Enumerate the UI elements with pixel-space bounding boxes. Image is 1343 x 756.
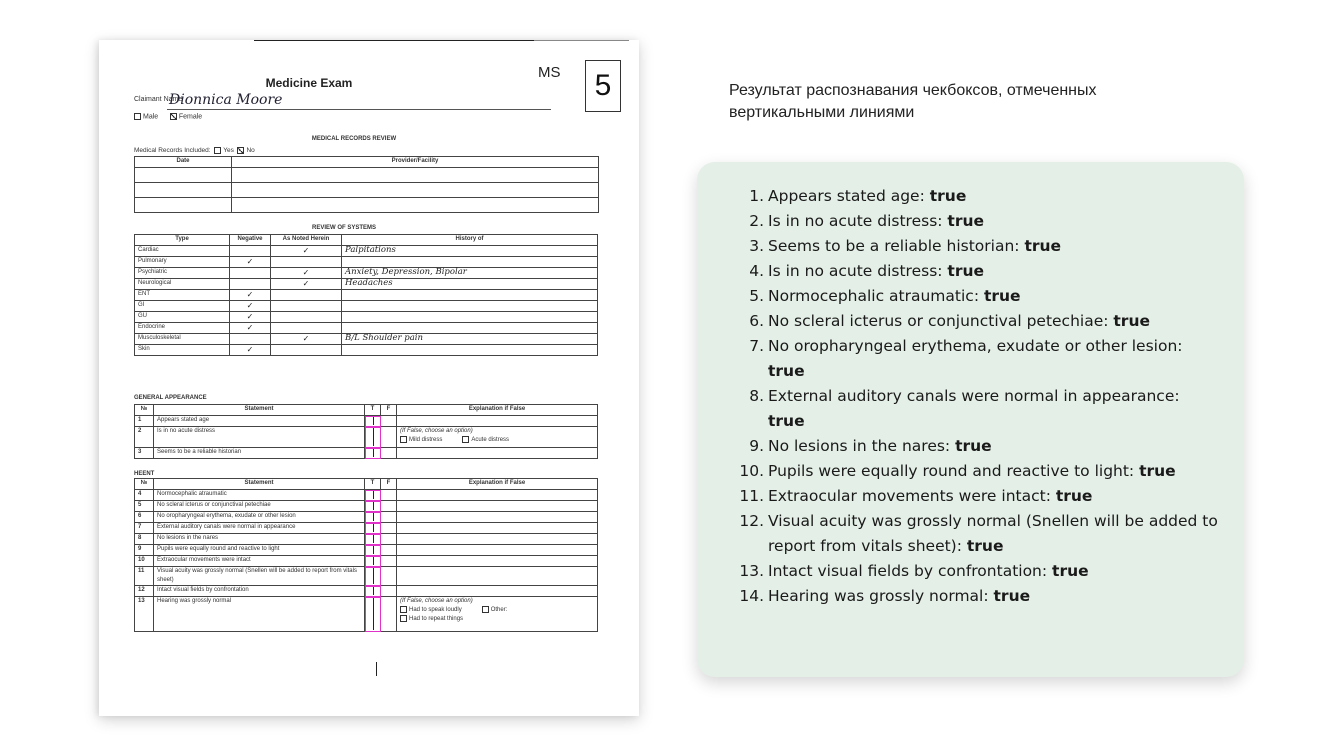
statement-row (135, 597, 598, 632)
result-statement: No scleral icterus or conjunctival petechiae: (768, 312, 1114, 330)
col-date: Date (135, 157, 232, 168)
explanation-cell (397, 567, 598, 586)
true-checkbox-detected (365, 567, 381, 586)
claimant-name-handwritten: Dionnica Moore (169, 92, 283, 108)
col-noted: As Noted Herein (271, 235, 342, 246)
option-label: Acute distress (471, 437, 510, 444)
statement-no: 3 (135, 448, 154, 459)
pen-stroke-tail (376, 662, 377, 676)
result-item (749, 309, 1218, 334)
true-checkbox-detected (365, 545, 381, 556)
ros-history-handwritten: B/L Shoulder pain (342, 334, 598, 345)
statement-row (135, 490, 598, 501)
statement-text: No oropharyngeal erythema, exudate or other lesion (154, 512, 365, 523)
ros-type: Neurological (135, 279, 230, 290)
statement-text: Visual acuity was grossly normal (Snellen will be added to report from vitals sheet) (154, 567, 365, 586)
explanation-cell (397, 490, 598, 501)
false-checkbox (381, 556, 397, 567)
ros-negative-mark (230, 268, 271, 279)
statement-text: Seems to be a reliable historian (154, 448, 365, 459)
ros-type: GU (135, 312, 230, 323)
result-number: 13. (739, 562, 764, 580)
statement-text: Pupils were equally round and reactive to light (154, 545, 365, 556)
statement-row (135, 545, 598, 556)
option (462, 437, 509, 443)
result-value: true (947, 212, 985, 230)
option-label: Had to speak loudly (409, 607, 462, 614)
statement-text: External auditory canals were normal in appearance (154, 523, 365, 534)
result-statement: External auditory canals were normal in appearance: (768, 387, 1180, 405)
result-item (739, 509, 1218, 559)
false-checkbox (381, 597, 397, 632)
ros-noted-mark (271, 301, 342, 312)
col-negative: Negative (230, 235, 271, 246)
panel-heading: Результат распознавания чекбоксов, отмеченных вертикальными линиями (729, 82, 1097, 121)
ros-noted-mark: ✓ (271, 279, 342, 290)
statement-no: 10 (135, 556, 154, 567)
result-statement: Intact visual fields by confrontation: (768, 562, 1053, 580)
result-statement: No oropharyngeal erythema, exudate or other lesion: (768, 337, 1183, 355)
explanation-cell (397, 545, 598, 556)
ros-negative-mark: ✓ (230, 257, 271, 268)
result-number: 10. (739, 462, 764, 480)
ros-type: ENT (135, 290, 230, 301)
vertical-mark (373, 417, 374, 425)
statement-no: 4 (135, 490, 154, 501)
statement-row (135, 427, 598, 448)
ros-noted-mark (271, 312, 342, 323)
ms-label: MS (538, 64, 561, 81)
page-number-box: 5 (585, 60, 621, 112)
statement-row (135, 556, 598, 567)
statement-row (135, 534, 598, 545)
true-checkbox-detected (365, 586, 381, 597)
option (400, 607, 462, 613)
ros-row (135, 345, 598, 356)
option-label: Had to repeat things (409, 616, 464, 623)
ros-negative-mark (230, 279, 271, 290)
col-f: F (381, 405, 397, 416)
ros-noted-mark: ✓ (271, 268, 342, 279)
true-checkbox-detected (365, 427, 381, 448)
false-checkbox (381, 501, 397, 512)
result-number: 11. (739, 487, 764, 505)
result-item (739, 584, 1218, 609)
result-item (749, 184, 1218, 209)
result-value: true (768, 412, 805, 430)
result-statement: Visual acuity was grossly normal (Snellen will be added to report from vitals sheet): (768, 512, 1218, 555)
ros-row (135, 301, 598, 312)
result-value: true (955, 437, 992, 455)
female-checkbox-checked (170, 113, 177, 120)
scan-edge-line (254, 40, 534, 41)
statement-row (135, 523, 598, 534)
explanation-cell (397, 416, 598, 427)
vertical-mark (373, 502, 374, 510)
result-statement: Normocephalic atraumatic: (768, 287, 984, 305)
statement-row (135, 416, 598, 427)
ros-row (135, 257, 598, 268)
ros-history-handwritten (342, 312, 598, 323)
statement-text: Hearing was grossly normal (154, 597, 365, 632)
result-item (749, 209, 1218, 234)
ros-row (135, 290, 598, 301)
statement-no: 11 (135, 567, 154, 586)
col-no: № (135, 405, 154, 416)
heent-table (134, 478, 598, 632)
true-checkbox-detected (365, 556, 381, 567)
col-type: Type (135, 235, 230, 246)
result-number: 6. (749, 312, 764, 330)
result-statement: Extraocular movements were intact: (768, 487, 1056, 505)
result-value: true (1052, 562, 1089, 580)
statement-no: 6 (135, 512, 154, 523)
ros-negative-mark: ✓ (230, 345, 271, 356)
result-item (739, 484, 1218, 509)
statement-text: Appears stated age (154, 416, 365, 427)
result-statement: Appears stated age: (768, 187, 930, 205)
true-checkbox-detected (365, 416, 381, 427)
ros-negative-mark: ✓ (230, 323, 271, 334)
false-checkbox (381, 534, 397, 545)
statement-text: No scleral icterus or conjunctival petechiae (154, 501, 365, 512)
general-appearance-title: GENERAL APPEARANCE (134, 395, 207, 401)
option-checkbox (400, 606, 407, 613)
statement-text: Is in no acute distress (154, 427, 365, 448)
vertical-mark (373, 568, 374, 584)
result-value: true (993, 587, 1031, 605)
result-value: true (1055, 487, 1093, 505)
statement-row (135, 586, 598, 597)
explanation-cell (397, 586, 598, 597)
vertical-mark (373, 598, 374, 630)
true-checkbox-detected (365, 523, 381, 534)
ros-type: Skin (135, 345, 230, 356)
option-checkbox (482, 606, 489, 613)
explanation-cell (397, 448, 598, 459)
result-item (749, 384, 1218, 434)
true-checkbox-detected (365, 597, 381, 632)
result-item (749, 234, 1218, 259)
ros-row (135, 268, 598, 279)
col-f: F (381, 479, 397, 490)
false-checkbox (381, 523, 397, 534)
ros-negative-mark: ✓ (230, 301, 271, 312)
result-statement: Pupils were equally round and reactive to light: (768, 462, 1140, 480)
vertical-mark (373, 449, 374, 457)
ros-noted-mark (271, 345, 342, 356)
option (482, 607, 508, 613)
statement-row (135, 448, 598, 459)
true-checkbox-detected (365, 512, 381, 523)
explanation-hint: (If False, choose an option) (400, 598, 473, 604)
statement-no: 13 (135, 597, 154, 632)
explanation-cell (397, 501, 598, 512)
ros-history-handwritten (342, 290, 598, 301)
statement-no: 2 (135, 427, 154, 448)
ros-negative-mark: ✓ (230, 290, 271, 301)
no-checkbox-checked (237, 147, 244, 154)
col-history: History of (342, 235, 598, 246)
result-number: 14. (739, 587, 764, 605)
result-item (739, 559, 1218, 584)
vertical-mark (373, 513, 374, 521)
true-checkbox-detected (365, 501, 381, 512)
vertical-mark (373, 535, 374, 543)
statement-no: 1 (135, 416, 154, 427)
false-checkbox (381, 427, 397, 448)
result-value: true (929, 187, 967, 205)
result-value: true (947, 262, 985, 280)
statement-no: 9 (135, 545, 154, 556)
yes-checkbox (214, 147, 221, 154)
scan-edge-line (534, 40, 629, 41)
statement-row (135, 567, 598, 586)
ros-row (135, 323, 598, 334)
false-checkbox (381, 416, 397, 427)
result-value: true (1113, 312, 1150, 330)
false-checkbox (381, 545, 397, 556)
result-statement: Seems to be a reliable historian: (768, 237, 1025, 255)
explanation-cell (397, 556, 598, 567)
statement-no: 7 (135, 523, 154, 534)
claimant-underline (167, 109, 551, 110)
vertical-mark (373, 546, 374, 554)
records-included (134, 147, 255, 154)
col-t: T (365, 479, 381, 490)
vertical-mark (373, 557, 374, 565)
explanation-cell (397, 427, 598, 448)
ros-type: GI (135, 301, 230, 312)
result-value: true (983, 287, 1021, 305)
result-value: true (1024, 237, 1062, 255)
statement-no: 12 (135, 586, 154, 597)
sex-options (134, 113, 202, 120)
male-checkbox (134, 113, 141, 120)
ros-title: REVIEW OF SYSTEMS (311, 225, 376, 231)
col-no: № (135, 479, 154, 490)
col-explanation: Explanation if False (397, 405, 598, 416)
ros-row (135, 246, 598, 257)
scanned-document (99, 40, 639, 716)
col-statement: Statement (154, 405, 365, 416)
true-checkbox-detected (365, 490, 381, 501)
records-included-label: Medical Records Included: (134, 147, 211, 155)
false-checkbox (381, 448, 397, 459)
result-item (749, 334, 1218, 384)
female-label: Female (178, 113, 203, 121)
vertical-mark (373, 491, 374, 499)
true-checkbox-detected (365, 448, 381, 459)
option-label: Mild distress (409, 437, 443, 444)
review-of-systems-table (134, 234, 598, 356)
option-checkbox (400, 615, 407, 622)
result-item (739, 459, 1218, 484)
no-label: No (246, 147, 255, 155)
ros-type: Cardiac (135, 246, 230, 257)
result-number: 3. (749, 237, 764, 255)
false-checkbox (381, 567, 397, 586)
result-item (749, 284, 1218, 309)
result-number: 4. (749, 262, 764, 280)
document-title: Medicine Exam (265, 76, 353, 90)
col-t: T (365, 405, 381, 416)
false-checkbox (381, 490, 397, 501)
statement-text: No lesions in the nares (154, 534, 365, 545)
result-number: 9. (749, 437, 764, 455)
vertical-mark (373, 587, 374, 595)
vertical-mark (373, 524, 374, 532)
result-item (749, 259, 1218, 284)
option-checkbox (400, 436, 407, 443)
option (400, 437, 442, 443)
false-checkbox (381, 586, 397, 597)
ros-noted-mark (271, 323, 342, 334)
false-checkbox (381, 512, 397, 523)
statement-text: Extraocular movements were intact (154, 556, 365, 567)
statement-no: 5 (135, 501, 154, 512)
ros-row (135, 334, 598, 345)
result-statement: Is in no acute distress: (768, 262, 948, 280)
result-number: 8. (749, 387, 764, 405)
ros-negative-mark (230, 246, 271, 257)
option (400, 616, 463, 622)
male-label: Male (143, 113, 159, 121)
result-item (749, 434, 1218, 459)
ros-row (135, 312, 598, 323)
result-number: 5. (749, 287, 764, 305)
ros-history-handwritten (342, 323, 598, 334)
result-number: 2. (749, 212, 764, 230)
statement-row (135, 501, 598, 512)
ros-noted-mark: ✓ (271, 246, 342, 257)
ros-noted-mark: ✓ (271, 334, 342, 345)
statement-text: Intact visual fields by confrontation (154, 586, 365, 597)
medical-records-table (134, 156, 599, 213)
general-appearance-table (134, 404, 598, 459)
result-value: true (966, 537, 1004, 555)
ros-negative-mark (230, 334, 271, 345)
option-label: Other: (490, 607, 508, 614)
claimant-label: Claimant Name (134, 96, 183, 103)
col-explanation: Explanation if False (397, 479, 598, 490)
result-statement: Is in no acute distress: (768, 212, 948, 230)
statement-text: Normocephalic atraumatic (154, 490, 365, 501)
ros-history-handwritten (342, 345, 598, 356)
heent-title: HEENT (134, 471, 155, 477)
ros-history-handwritten (342, 257, 598, 268)
result-number: 7. (749, 337, 764, 355)
option-checkbox (462, 436, 469, 443)
col-provider: Provider/Facility (232, 157, 599, 168)
ros-type: Pulmonary (135, 257, 230, 268)
ros-history-handwritten: Anxiety, Depression, Bipolar (342, 268, 598, 279)
ros-noted-mark (271, 257, 342, 268)
ros-type: Psychiatric (135, 268, 230, 279)
result-list (739, 184, 1218, 609)
explanation-cell (397, 523, 598, 534)
yes-label: Yes (223, 147, 234, 155)
explanation-cell (397, 534, 598, 545)
vertical-mark (373, 428, 374, 446)
ros-history-handwritten: Palpitations (342, 246, 598, 257)
result-number: 1. (749, 187, 764, 205)
explanation-cell (397, 597, 598, 632)
ros-history-handwritten (342, 301, 598, 312)
result-statement: Hearing was grossly normal: (768, 587, 994, 605)
ros-type: Musculoskeletal (135, 334, 230, 345)
medical-records-title: MEDICAL RECORDS REVIEW (311, 136, 397, 142)
explanation-cell (397, 512, 598, 523)
explanation-hint: (If False, choose an option) (400, 428, 473, 434)
ros-noted-mark (271, 290, 342, 301)
result-value: true (768, 362, 805, 380)
ros-type: Endocrine (135, 323, 230, 334)
ros-history-handwritten: Headaches (342, 279, 598, 290)
statement-row (135, 512, 598, 523)
statement-no: 8 (135, 534, 154, 545)
col-statement: Statement (154, 479, 365, 490)
true-checkbox-detected (365, 534, 381, 545)
ros-negative-mark: ✓ (230, 312, 271, 323)
result-number: 12. (739, 512, 764, 530)
result-value: true (1139, 462, 1176, 480)
result-statement: No lesions in the nares: (768, 437, 956, 455)
recognition-result-panel (697, 162, 1244, 677)
ros-row (135, 279, 598, 290)
